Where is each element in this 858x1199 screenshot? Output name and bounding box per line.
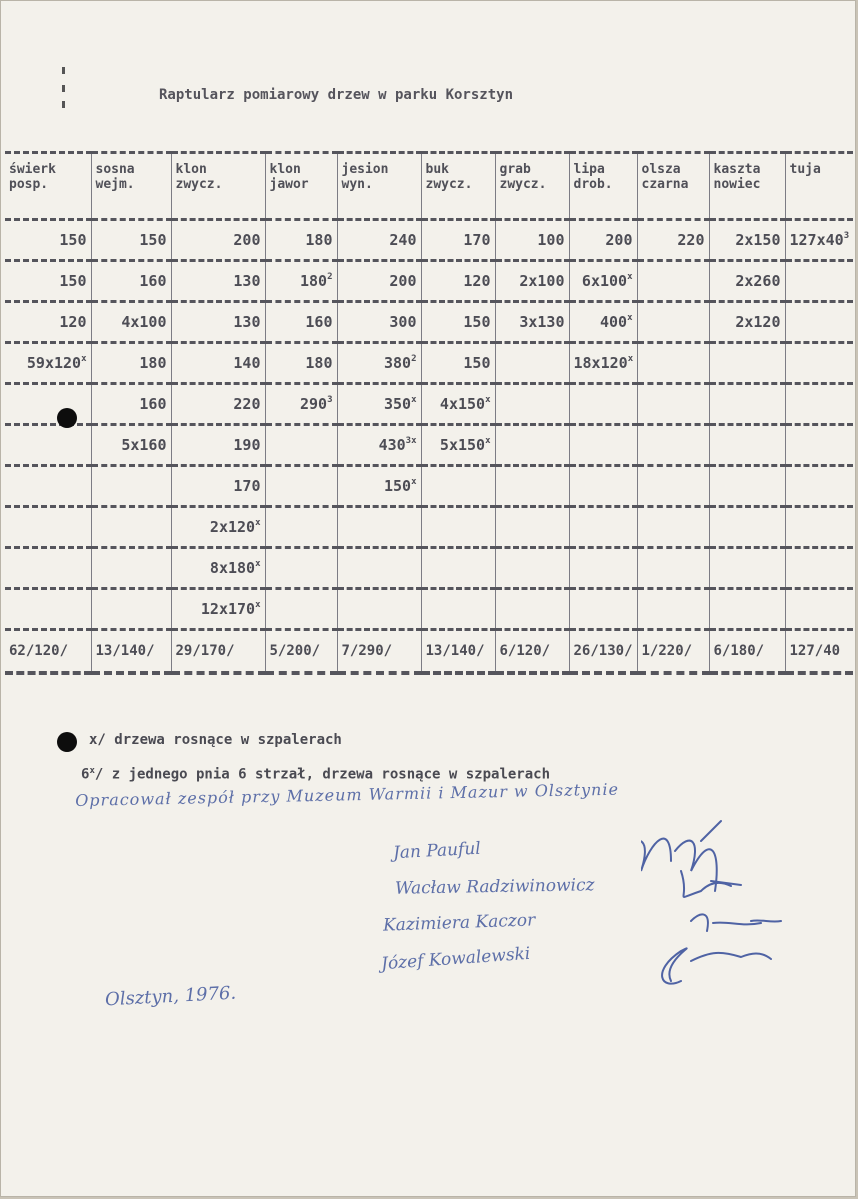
table-cell <box>91 220 171 261</box>
total-cell: 6/180/ <box>709 630 785 674</box>
table-cell <box>637 261 709 302</box>
column-header <box>171 153 265 220</box>
header-line: buk <box>425 162 449 177</box>
cell-superscript: x <box>255 559 261 569</box>
header-line: zwycz. <box>499 177 547 192</box>
table-cell <box>785 548 853 589</box>
table-cell <box>495 261 569 302</box>
table-cell <box>709 302 785 343</box>
total-cell: 1/220/ <box>637 630 709 674</box>
total-cell: 26/130/ <box>569 630 637 674</box>
cell-value: 150 <box>383 477 412 495</box>
table-cell <box>637 343 709 384</box>
table-cell <box>709 589 785 630</box>
cell-superscript: x <box>627 354 634 364</box>
cell-superscript: 3 <box>327 395 333 405</box>
margin-mark <box>62 101 65 108</box>
cell-superscript: 3 <box>843 231 850 241</box>
table-cell <box>265 261 337 302</box>
totals-row <box>5 630 853 674</box>
header-line: drob. <box>573 177 613 192</box>
cell-value: 2x120 <box>735 313 781 331</box>
header-line: tuja <box>789 162 821 177</box>
table-cell <box>637 589 709 630</box>
table-cell <box>91 507 171 548</box>
total-cell: 62/120/ <box>5 630 91 674</box>
table-cell <box>337 220 421 261</box>
table-cell <box>785 261 853 302</box>
cell-value: 290 <box>299 395 328 413</box>
punch-hole <box>57 408 77 428</box>
table-cell <box>569 343 637 384</box>
total-cell: 13/140/ <box>421 630 495 674</box>
table-cell <box>5 343 91 384</box>
table-cell <box>5 220 91 261</box>
column-header <box>421 153 495 220</box>
cell-value: 120 <box>59 313 87 331</box>
cell-superscript: x <box>485 395 491 405</box>
table-row <box>5 384 853 425</box>
table-cell <box>637 507 709 548</box>
cell-superscript: x <box>627 313 633 323</box>
header-line: wejm. <box>95 177 135 192</box>
signatory-name: Kazimiera Kaczor <box>382 910 536 936</box>
header-line: lipa <box>573 162 605 177</box>
cell-value: 220 <box>233 395 261 413</box>
cell-value: 150 <box>59 272 87 290</box>
cell-value: 200 <box>605 231 633 249</box>
punch-hole <box>57 732 77 752</box>
margin-mark <box>62 85 65 92</box>
table-cell <box>91 261 171 302</box>
total-cell: 29/170/ <box>171 630 265 674</box>
table-header-row <box>5 153 853 220</box>
table-cell <box>709 548 785 589</box>
handwritten-signatures <box>641 811 801 1011</box>
table-cell <box>569 261 637 302</box>
cell-value: 150 <box>59 231 87 249</box>
table-cell <box>337 507 421 548</box>
table-cell <box>421 261 495 302</box>
cell-value: 127x40 <box>789 231 844 249</box>
table-cell <box>421 589 495 630</box>
cell-value: 59x120 <box>26 354 82 372</box>
table-cell <box>495 548 569 589</box>
table-cell <box>495 384 569 425</box>
table-cell <box>171 589 265 630</box>
table-cell <box>637 466 709 507</box>
table-cell <box>569 548 637 589</box>
cell-superscript: x <box>627 272 633 282</box>
table-cell <box>569 425 637 466</box>
cell-value: 150 <box>139 231 167 249</box>
cell-value: 200 <box>389 272 417 290</box>
table-cell <box>91 384 171 425</box>
column-header <box>91 153 171 220</box>
table-cell <box>337 589 421 630</box>
total-cell: 7/290/ <box>337 630 421 674</box>
table-cell <box>171 343 265 384</box>
cell-superscript: 2 <box>327 272 333 282</box>
table-cell <box>785 425 853 466</box>
table-cell <box>91 302 171 343</box>
table-cell <box>171 425 265 466</box>
column-header <box>337 153 421 220</box>
table-cell <box>171 548 265 589</box>
column-header <box>569 153 637 220</box>
table-cell <box>265 507 337 548</box>
table-cell <box>709 466 785 507</box>
table-cell <box>5 302 91 343</box>
table-row <box>5 343 853 384</box>
cell-value: 2x120 <box>209 518 256 536</box>
total-cell: 5/200/ <box>265 630 337 674</box>
header-line: jawor <box>269 177 309 192</box>
cell-value: 240 <box>389 231 417 249</box>
table-cell <box>569 507 637 548</box>
cell-superscript: 2 <box>411 354 417 364</box>
cell-value: 180 <box>139 354 167 372</box>
table-cell <box>709 343 785 384</box>
cell-value: 18x120 <box>573 354 628 372</box>
table-cell <box>171 384 265 425</box>
table-cell <box>5 466 91 507</box>
header-line: wyn. <box>341 177 373 192</box>
cell-value: 2x150 <box>735 231 781 249</box>
cell-value: 160 <box>305 313 333 331</box>
cell-value: 170 <box>233 477 261 495</box>
header-line: sosna <box>95 162 135 177</box>
table-row <box>5 302 853 343</box>
column-header <box>637 153 709 220</box>
column-header <box>785 153 853 220</box>
column-header <box>265 153 337 220</box>
table-cell <box>5 261 91 302</box>
table-cell <box>337 261 421 302</box>
table-cell <box>709 384 785 425</box>
header-line: świerk <box>9 162 56 177</box>
table-cell <box>171 302 265 343</box>
cell-value: 180 <box>305 231 333 249</box>
table-cell <box>785 384 853 425</box>
cell-value: 150 <box>463 313 491 331</box>
table-cell <box>265 343 337 384</box>
table-cell <box>421 302 495 343</box>
column-header <box>495 153 569 220</box>
table-cell <box>171 466 265 507</box>
table-cell <box>265 302 337 343</box>
table-cell <box>495 343 569 384</box>
header-line: olsza <box>641 162 681 177</box>
table-cell <box>709 261 785 302</box>
table-cell <box>785 302 853 343</box>
table-cell <box>265 220 337 261</box>
cell-value: 12x170 <box>200 600 256 618</box>
cell-value: 350 <box>383 395 412 413</box>
table-cell <box>265 548 337 589</box>
table-row <box>5 466 853 507</box>
total-cell: 127/40 <box>785 630 853 674</box>
cell-superscript: x <box>255 518 261 528</box>
table-row <box>5 261 853 302</box>
table-cell <box>421 343 495 384</box>
table-cell <box>495 425 569 466</box>
header-line: grab <box>499 162 531 177</box>
table-cell <box>637 302 709 343</box>
header-line: zwycz. <box>425 177 473 192</box>
cell-superscript: x <box>81 354 87 364</box>
table-cell <box>265 466 337 507</box>
footnote-x: x/ drzewa rosnące w szpalerach <box>89 732 342 748</box>
table-cell <box>709 220 785 261</box>
table-cell <box>5 548 91 589</box>
table-cell <box>421 425 495 466</box>
cell-value: 170 <box>463 231 491 249</box>
table-cell <box>265 589 337 630</box>
table-cell <box>91 425 171 466</box>
cell-value: 120 <box>463 272 491 290</box>
column-header <box>5 153 91 220</box>
table-cell <box>421 507 495 548</box>
cell-value: 300 <box>389 313 417 331</box>
table-cell <box>421 384 495 425</box>
table-cell <box>785 589 853 630</box>
table-cell <box>495 302 569 343</box>
table-cell <box>265 425 337 466</box>
cell-value: 190 <box>233 436 261 454</box>
cell-value: 100 <box>537 231 565 249</box>
table-cell <box>171 507 265 548</box>
cell-value: 200 <box>233 231 261 249</box>
table-cell <box>709 425 785 466</box>
header-line: zwycz. <box>175 177 223 192</box>
cell-superscript: 3x <box>405 436 417 446</box>
cell-value: 140 <box>233 354 261 372</box>
table-row <box>5 425 853 466</box>
table-cell <box>5 507 91 548</box>
table-cell <box>637 384 709 425</box>
table-cell <box>421 466 495 507</box>
cell-value: 400 <box>599 313 628 331</box>
table-cell <box>569 466 637 507</box>
table-cell <box>265 384 337 425</box>
table-row <box>5 507 853 548</box>
table-cell <box>91 466 171 507</box>
cell-value: 430 <box>378 436 406 454</box>
header-line: posp. <box>9 177 49 192</box>
table-cell <box>785 343 853 384</box>
table-cell <box>569 220 637 261</box>
cell-value: 8x180 <box>209 559 256 577</box>
cell-value: 4x150 <box>439 395 486 413</box>
margin-mark <box>62 67 65 74</box>
cell-value: 2x260 <box>735 272 781 290</box>
cell-value: 4x100 <box>121 313 167 331</box>
table-cell <box>569 302 637 343</box>
table-cell <box>91 589 171 630</box>
table-cell <box>337 343 421 384</box>
table-cell <box>171 220 265 261</box>
table-cell <box>5 425 91 466</box>
cell-value: 180 <box>299 272 328 290</box>
header-line: czarna <box>641 177 689 192</box>
table-cell <box>569 589 637 630</box>
footnote-6x: 6$^x$/ z jednego pnia 6 strzał, drzewa rosnące w szpalerach <box>81 766 551 783</box>
total-cell: 13/140/ <box>91 630 171 674</box>
prepared-by-note: Opracował zespół przy Muzeum Warmii i Mazur w Olsztynie <box>75 779 620 810</box>
table-cell <box>709 507 785 548</box>
table-cell <box>785 466 853 507</box>
cell-value: 150 <box>463 354 491 372</box>
table-cell <box>637 425 709 466</box>
table-cell <box>91 548 171 589</box>
table-cell <box>171 261 265 302</box>
table-cell <box>337 548 421 589</box>
table-cell <box>5 384 91 425</box>
signatory-name: Józef Kowalewski <box>380 943 531 975</box>
header-line: kaszta <box>713 162 761 177</box>
cell-value: 130 <box>233 313 261 331</box>
cell-value: 3x130 <box>519 313 565 331</box>
signatory-name: Wacław Radziwinowicz <box>394 875 595 899</box>
table-cell <box>495 220 569 261</box>
table-cell <box>637 548 709 589</box>
place-date: Olsztyn, 1976. <box>104 982 237 1011</box>
table-cell <box>337 302 421 343</box>
table-row <box>5 220 853 261</box>
signatory-name: Jan Pauful <box>392 838 482 864</box>
table-cell <box>5 589 91 630</box>
table-cell <box>495 589 569 630</box>
table-cell <box>91 343 171 384</box>
table-cell <box>785 220 853 261</box>
cell-value: 5x150 <box>439 436 486 454</box>
measurement-table <box>5 151 853 675</box>
table-cell <box>421 548 495 589</box>
cell-superscript: x <box>485 436 491 446</box>
total-cell: 6/120/ <box>495 630 569 674</box>
cell-value: 160 <box>139 395 167 413</box>
table-cell <box>337 425 421 466</box>
cell-superscript: x <box>255 600 261 610</box>
header-line: nowiec <box>713 177 761 192</box>
header-line: klon <box>269 162 301 177</box>
table-cell <box>421 220 495 261</box>
cell-value: 220 <box>677 231 705 249</box>
cell-value: 5x160 <box>121 436 167 454</box>
table-cell <box>495 466 569 507</box>
cell-value: 180 <box>305 354 333 372</box>
document-title: Raptularz pomiarowy drzew w parku Korsztyn <box>159 87 514 103</box>
cell-value: 6x100 <box>581 272 628 290</box>
cell-value: 130 <box>233 272 261 290</box>
header-line: jesion <box>341 162 389 177</box>
cell-superscript: x <box>411 395 417 405</box>
table-cell <box>495 507 569 548</box>
table-cell <box>337 466 421 507</box>
cell-superscript: x <box>411 477 417 487</box>
header-line: klon <box>175 162 207 177</box>
table-cell <box>637 220 709 261</box>
table-cell <box>785 507 853 548</box>
cell-value: 160 <box>139 272 167 290</box>
table-row <box>5 548 853 589</box>
table-row <box>5 589 853 630</box>
table-cell <box>569 384 637 425</box>
column-header <box>709 153 785 220</box>
cell-value: 2x100 <box>519 272 565 290</box>
cell-value: 380 <box>383 354 412 372</box>
table-cell <box>337 384 421 425</box>
